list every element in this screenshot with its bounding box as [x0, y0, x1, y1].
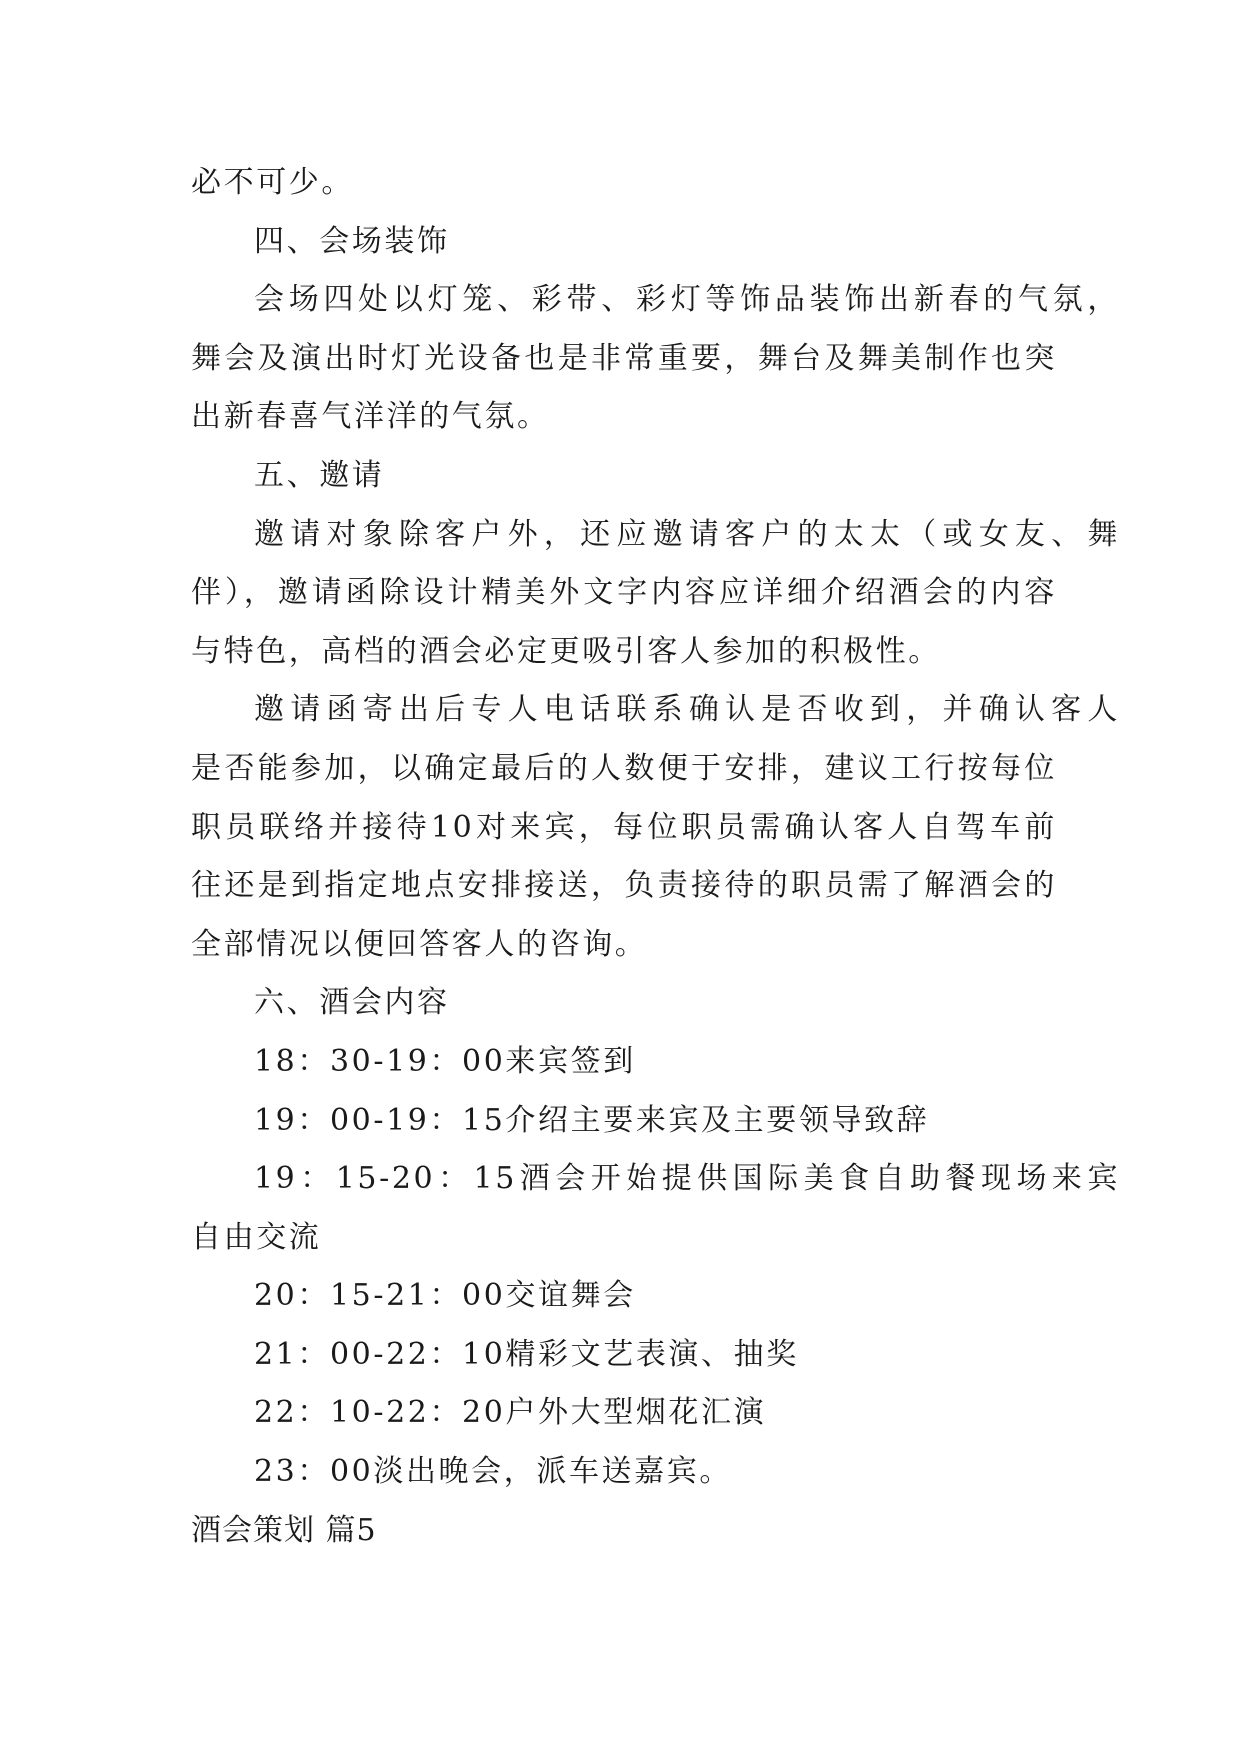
- paragraph-line: 出新春喜气洋洋的气氛。: [191, 399, 550, 435]
- section-heading-decoration: 四、会场装饰: [254, 223, 450, 259]
- paragraph-line: 必不可少。: [191, 165, 354, 200]
- schedule-item-continuation: 自由交流: [191, 1219, 322, 1255]
- paragraph-line: 会场四处以灯笼、彩带、彩灯等饰品装饰出新春的气氛，: [254, 282, 1120, 318]
- schedule-item: 19：15-20：15酒会开始提供国际美食自助餐现场来宾: [254, 1161, 1120, 1197]
- schedule-item: 20：15-21：00交谊舞会: [254, 1278, 636, 1314]
- schedule-item: 23：00淡出晚会，派车送嘉宾。: [254, 1454, 732, 1490]
- paragraph-line: 舞会及演出时灯光设备也是非常重要，舞台及舞美制作也突: [191, 340, 1057, 376]
- paragraph-line: 是否能参加，以确定最后的人数便于安排，建议工行按每位: [191, 750, 1057, 786]
- paragraph-line: 与特色，高档的酒会必定更吸引客人参加的积极性。: [191, 633, 941, 669]
- paragraph-line: 往还是到指定地点安排接送，负责接待的职员需了解酒会的: [191, 868, 1057, 904]
- paragraph-line: 职员联络并接待10对来宾，每位职员需确认客人自驾车前: [191, 809, 1057, 845]
- paragraph-line: 邀请函寄出后专人电话联系确认是否收到，并确认客人: [254, 692, 1120, 728]
- next-section-title: 酒会策划 篇5: [191, 1512, 377, 1548]
- schedule-item: 22：10-22：20户外大型烟花汇演: [254, 1395, 767, 1431]
- schedule-item: 18：30-19：00来宾签到: [254, 1043, 636, 1079]
- schedule-item: 21：00-22：10精彩文艺表演、抽奖: [254, 1336, 799, 1372]
- paragraph-line: 伴），邀请函除设计精美外文字内容应详细介绍酒会的内容: [191, 575, 1057, 611]
- document-body: [191, 154, 1120, 1560]
- paragraph-line: 邀请对象除客户外，还应邀请客户的太太（或女友、舞: [254, 516, 1120, 552]
- section-heading-program: 六、酒会内容: [254, 985, 450, 1021]
- section-heading-invitation: 五、邀请: [254, 457, 385, 493]
- paragraph-line: 全部情况以便回答客人的咨询。: [191, 926, 648, 962]
- schedule-item: 19：00-19：15介绍主要来宾及主要领导致辞: [254, 1102, 930, 1138]
